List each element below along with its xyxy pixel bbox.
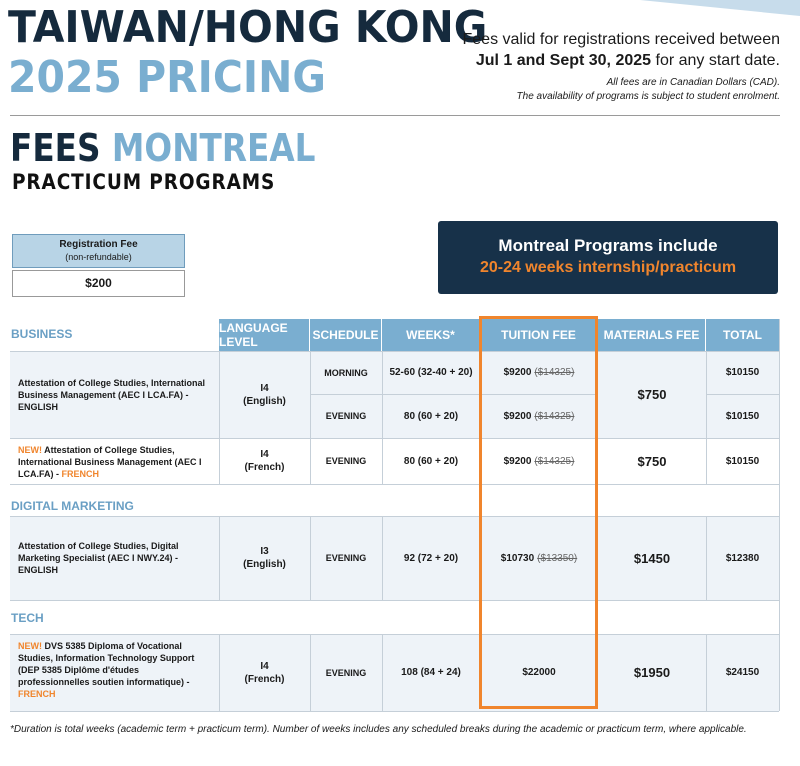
- level-language: (French): [244, 462, 285, 473]
- total-digital-marketing: $12380: [725, 552, 760, 564]
- tuition-highlight-box: [479, 316, 598, 709]
- program-ibm-french: [10, 438, 219, 484]
- schedule-it-support: EVENING: [325, 667, 367, 678]
- registration-fee-title: Registration Fee: [59, 239, 138, 250]
- level-ibm-english: [219, 351, 310, 438]
- col-language-level: LANGUAGE LEVEL: [219, 319, 310, 351]
- level-ibm-french: [219, 438, 310, 484]
- schedule-ibm-french: EVENING: [325, 456, 367, 466]
- materials-ibm-french: $750: [637, 453, 667, 469]
- program-it-support: [10, 634, 219, 711]
- fees-word: FEES: [10, 126, 101, 170]
- weeks-digital-marketing: 92 (72 + 20): [403, 552, 459, 564]
- tuition-old-price: ($14325): [534, 455, 575, 467]
- weeks-it-support: 108 (84 + 24): [401, 667, 461, 678]
- fees-subheading: PRACTICUM PROGRAMS: [12, 170, 276, 194]
- tuition-price: $10730: [500, 552, 535, 564]
- validity-tail: for any start date.: [651, 52, 780, 69]
- program-digital-marketing: Attestation of College Studies, Digital Marketing Specialist (AEC I NWY.24) - ENGLISH: [18, 541, 179, 575]
- level-language: (French): [244, 673, 285, 685]
- program-text: DVS 5385 Diploma of Vocational Studies, Information Technology Support (DEP 5385 Diplôme d'études professionnelles soutien informatique) -: [18, 641, 195, 687]
- level-code: I4: [260, 660, 269, 672]
- grid-line: [10, 711, 779, 712]
- new-tag: NEW!: [18, 445, 42, 455]
- page-title-line2: 2025 PRICING: [8, 52, 326, 103]
- program-ibm-english: Attestation of College Studies, International Business Management (AEC I LCA.FA) - ENGLISH: [18, 377, 206, 412]
- level-it-support: [219, 634, 310, 711]
- tuition-it-support: $22000: [522, 667, 556, 678]
- level-language: (English): [243, 559, 286, 570]
- level-code: I4: [260, 382, 269, 394]
- weeks-morning: 52-60 (32-40 + 20): [389, 367, 473, 378]
- level-code: I3: [260, 546, 269, 557]
- total-morning: $10150: [725, 367, 760, 378]
- city-word: MONTREAL: [111, 126, 316, 170]
- level-language: (English): [243, 395, 286, 407]
- materials-ibm-english: $750: [637, 387, 667, 402]
- schedule-morning: MORNING: [324, 367, 368, 378]
- language-tag: FRENCH: [18, 689, 56, 699]
- schedule-digital-marketing: EVENING: [325, 553, 367, 563]
- total-ibm-french: $10150: [725, 455, 760, 467]
- language-tag: FRENCH: [61, 469, 99, 479]
- validity-date-range: Jul 1 and Sept 30, 2025: [475, 52, 652, 69]
- schedule-evening: EVENING: [325, 411, 367, 421]
- materials-it-support: $1950: [633, 665, 671, 680]
- section-digital-marketing: DIGITAL MARKETING: [11, 499, 134, 513]
- grid-line: [10, 484, 779, 485]
- total-it-support: $24150: [725, 667, 760, 678]
- tuition-old-price: ($13350): [537, 552, 578, 564]
- currency-note: All fees are in Canadian Dollars (CAD).: [606, 77, 780, 88]
- section-business: BUSINESS: [11, 327, 73, 341]
- grid-line: [779, 319, 780, 711]
- section-tech: TECH: [11, 611, 44, 625]
- tuition-old-price: ($14325): [534, 410, 575, 422]
- new-tag: NEW!: [18, 641, 42, 651]
- tuition-price: $9200: [503, 410, 532, 422]
- total-evening: $10150: [725, 410, 760, 422]
- footnote: *Duration is total weeks (academic term + practicum term). Number of weeks includes any scheduled breaks during the academic or practicum term, where applicable.: [10, 724, 747, 735]
- col-weeks: WEEKS*: [382, 319, 480, 351]
- col-total: TOTAL: [706, 319, 779, 351]
- grid-line: [10, 600, 779, 601]
- promo-line2: 20-24 weeks internship/practicum: [479, 259, 737, 276]
- materials-digital-marketing: $1450: [633, 550, 671, 566]
- program-text: Attestation of College Studies, International Business Management (AEC I LCA.FA) -: [18, 445, 202, 479]
- weeks-ibm-french: 80 (60 + 20): [403, 455, 459, 467]
- weeks-evening: 80 (60 + 20): [403, 410, 459, 422]
- tuition-old-price: ($14325): [534, 367, 575, 378]
- page-title-line1: TAIWAN/HONG KONG: [8, 2, 488, 53]
- promo-line1: Montreal Programs include: [498, 236, 718, 255]
- registration-fee-subtitle: (non-refundable): [65, 252, 132, 262]
- tuition-price: $9200: [503, 455, 532, 467]
- availability-note: The availability of programs is subject to student enrolment.: [516, 91, 780, 102]
- registration-fee-value: $200: [12, 270, 185, 297]
- col-tuition-fee: TUITION FEE: [480, 319, 598, 351]
- col-materials-fee: MATERIALS FEE: [598, 319, 706, 351]
- level-digital-marketing: [219, 516, 310, 600]
- level-code: I4: [260, 449, 269, 460]
- validity-line: Fees valid for registrations received between: [462, 31, 780, 48]
- tuition-price: $9200: [503, 367, 532, 378]
- col-schedule: SCHEDULE: [310, 319, 382, 351]
